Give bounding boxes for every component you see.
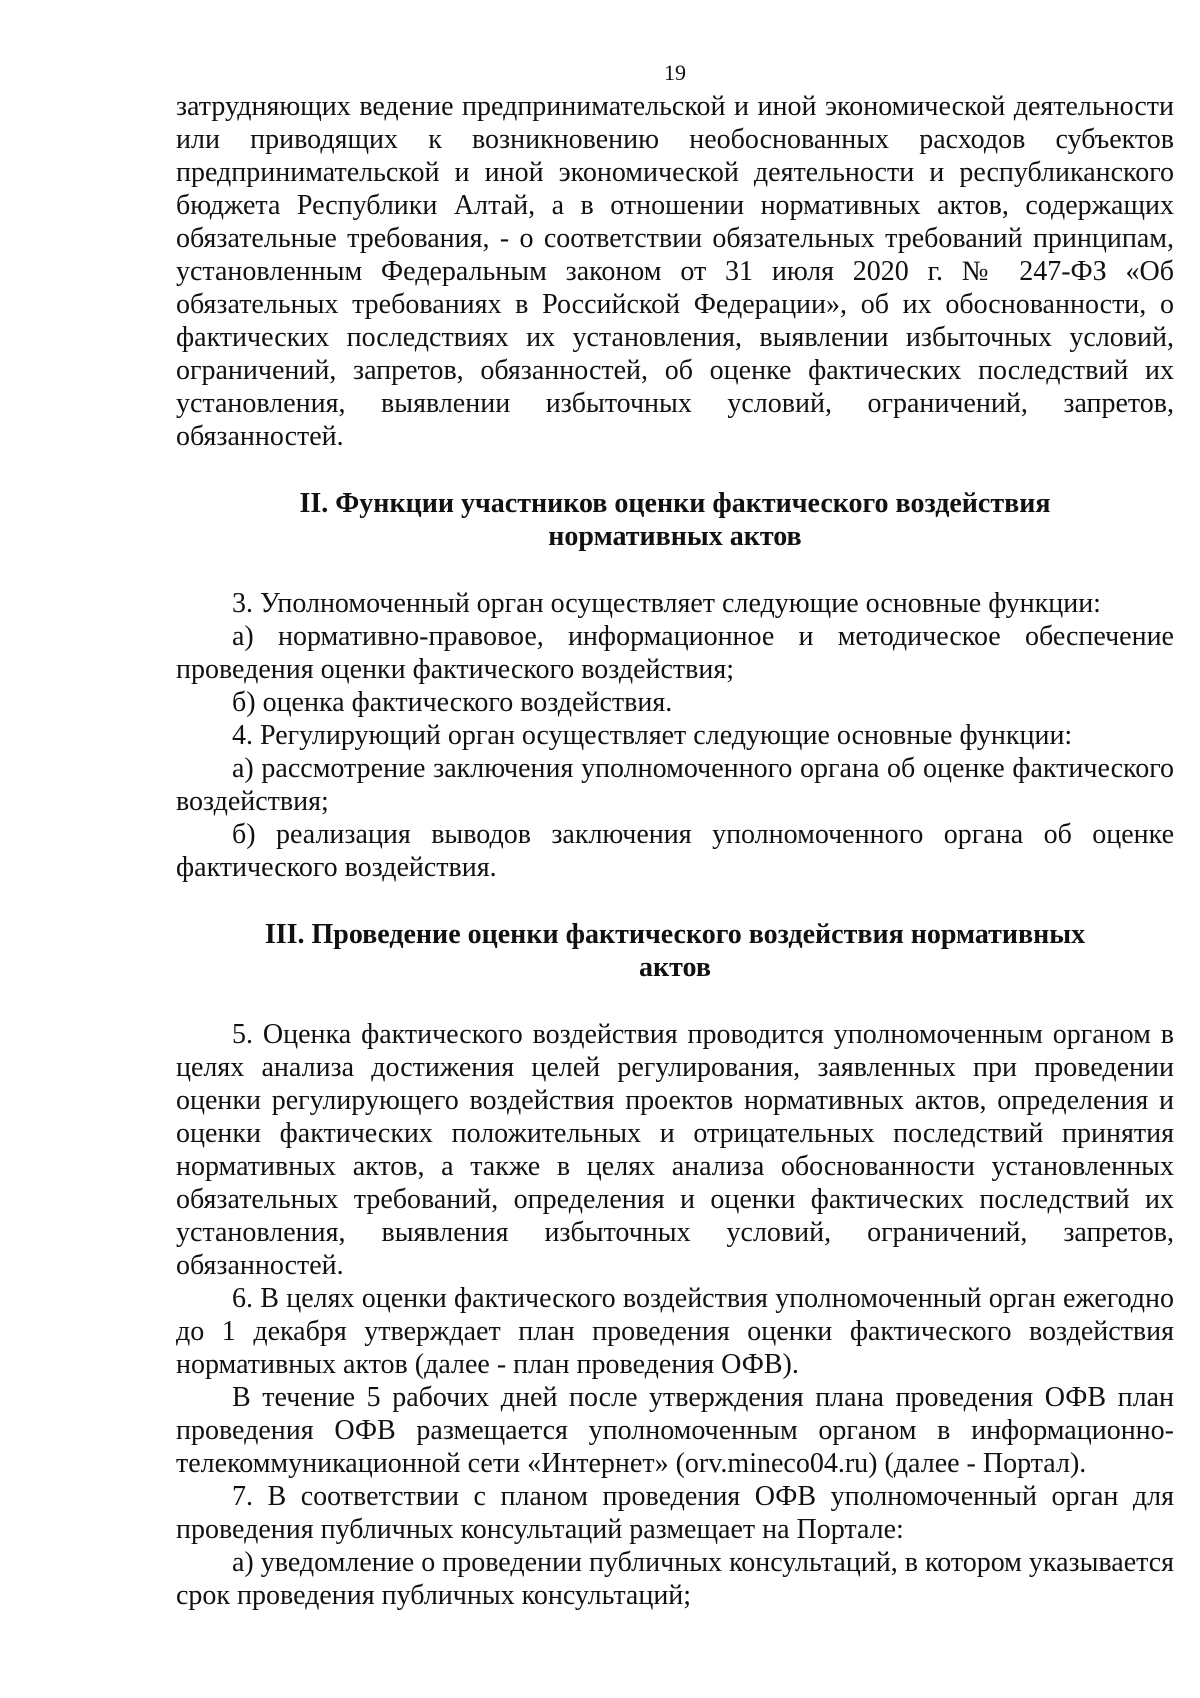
section-3-heading-line-2: актов xyxy=(639,952,711,983)
section-3-heading xyxy=(176,918,1174,984)
document-page xyxy=(176,56,1174,1612)
paragraph-5: 5. Оценка фактического воздействия проводится уполномоченным органом в целях анализа достижения целей регулирования, заявленных при проведении оценки регулирующего воздействия проектов нормативных актов, определения и оценки фактических положительных и отрицательных последствий принятия нормативных актов, а также в целях анализа обоснованности установленных обязательных требований, определения и оценки фактических последствий их установления, выявления избыточных условий, ограничений, запретов, обязанностей. xyxy=(176,1019,1174,1281)
paragraph-4: 4. Регулирующий орган осуществляет следующие основные функции: xyxy=(232,720,1073,751)
intro-paragraph: затрудняющих ведение предпринимательской и иной экономической деятельности или приводящих к возникновению необоснованных расходов субъектов предпринимательской и иной экономической деятельности и республиканского бюджета Республики Алтай, а в отношении нормативных актов, содержащих обязательные требования, - о соответствии обязательных требований принципам, установленным Федеральным законом от 31 июля 2020 г. № 247-ФЗ «Об обязательных требованиях в Российской Федерации», об их обоснованности, о фактических последствиях их установления, выявлении избыточных условий, ограничений, запретов, обязанностей, об оценке фактических последствий их установления, выявлении избыточных условий, ограничений, запретов, обязанностей. xyxy=(176,91,1174,452)
paragraph-6: 6. В целях оценки фактического воздействия уполномоченный орган ежегодно до 1 декабря утверждает план проведения оценки фактического воздействия нормативных актов (далее - план проведения ОФВ). xyxy=(176,1283,1174,1380)
paragraph-7a: а) уведомление о проведении публичных консультаций, в котором указывается срок проведения публичных консультаций; xyxy=(176,1547,1174,1611)
paragraph-3: 3. Уполномоченный орган осуществляет следующие основные функции: xyxy=(232,588,1101,619)
paragraph-7: 7. В соответствии с планом проведения ОФВ уполномоченный орган для проведения публичных консультаций размещает на Портале: xyxy=(176,1481,1174,1545)
section-3-heading-line-1: III. Проведение оценки фактического воздействия нормативных xyxy=(264,919,1086,950)
section-2-heading-line-2: нормативных актов xyxy=(548,521,802,552)
paragraph-6-publication: В течение 5 рабочих дней после утверждения плана проведения ОФВ план проведения ОФВ размещается уполномоченным органом в информационно-телекоммуникационной сети «Интернет» (orv.mineco04.ru) (далее - Портал). xyxy=(176,1382,1174,1479)
paragraph-3a: а) нормативно-правовое, информационное и методическое обеспечение проведения оценки фактического воздействия; xyxy=(176,621,1174,685)
page-number: 19 xyxy=(664,60,686,85)
paragraph-4a: а) рассмотрение заключения уполномоченного органа об оценке фактического воздействия; xyxy=(176,753,1174,817)
paragraph-4b: б) реализация выводов заключения уполномоченного органа об оценке фактического воздействия. xyxy=(176,819,1174,883)
paragraph-3b: б) оценка фактического воздействия. xyxy=(232,687,673,718)
section-2-heading xyxy=(176,487,1174,553)
section-2-heading-line-1: II. Функции участников оценки фактического воздействия xyxy=(299,488,1051,519)
